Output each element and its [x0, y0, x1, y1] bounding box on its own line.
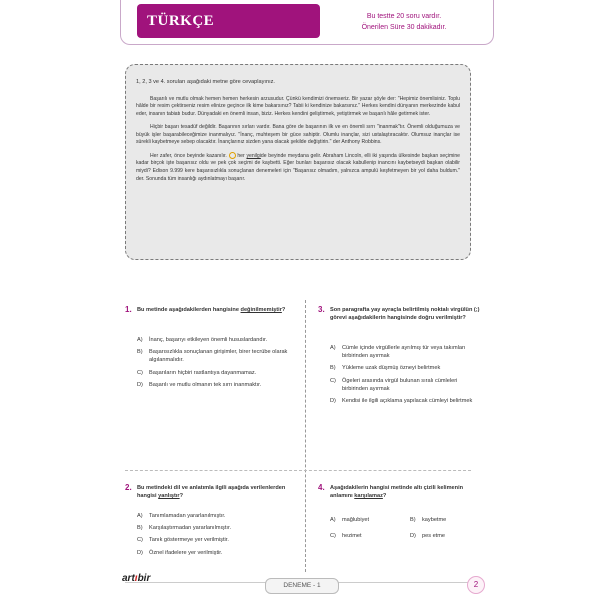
publisher-logo — [122, 573, 150, 584]
option-text: Öznel ifadelere yer verilmiştir. — [149, 549, 223, 556]
option-letter: B) — [330, 365, 336, 372]
question-1 — [125, 306, 300, 456]
option-text: Tanımlamadan yararlanılmıştır. — [149, 513, 226, 519]
question-number: 2. — [125, 483, 132, 492]
option-letter: B) — [410, 517, 416, 523]
info-duration: Önerilen Süre 30 dakikadır. — [361, 24, 447, 31]
option-text: Cümle içinde virgüllerle ayrılmış tür veya takımları birbirinden ayırmak — [342, 345, 466, 360]
option-text: Başarıların hiçbiri rastlantıya dayanmamaz. — [149, 369, 257, 376]
option-b[interactable] — [137, 348, 297, 364]
option-letter: B) — [137, 525, 143, 532]
logo-part: bir — [137, 573, 151, 584]
option-b[interactable] — [410, 516, 490, 524]
option-a[interactable] — [137, 336, 297, 344]
passage-paragraph-2: Hiçbir başarı tesadüf değildir. Başarının sırları vardır. Bana göre de başarının ilk ve en önemli sırrı "inanmak"tır. Önemli olduğumuza ve büyük işler başarabileceğimize inanmalıyız. "İnanç, muhteşem bir güce sahiptir. Olumlu inançlar, sizi ustalaştıracaktır. Olumsuz inançlar ise sürekli kaybetmeye sebep olacaktır. İnançlarınız sizden yana olacak şekilde değiştirin." der Anthony Robbins. — [136, 123, 460, 146]
exam-label: DENEME - 1 — [265, 578, 339, 594]
paragraph-3-start: Her zafer, önce beyinde kazanılır. — [150, 152, 227, 159]
option-text: Kendisi ile ilgili açıklama yapılacak cümleyi belirtmek — [342, 398, 473, 405]
option-text: pes etme — [422, 533, 446, 540]
stem-text: Aşağıdakilerin hangisi metinde altı çizili kelimenin anlamını — [330, 485, 464, 500]
options — [330, 344, 482, 409]
option-text: hezimet — [342, 533, 362, 540]
stem-emphasis: değinilmemiştir — [240, 307, 282, 313]
option-letter: D) — [137, 549, 143, 556]
exam-page — [105, 0, 491, 592]
option-d[interactable] — [137, 549, 297, 557]
logo-part: art — [122, 573, 135, 584]
question-3 — [318, 306, 493, 456]
info-question-count: Bu testte 20 soru vardır. — [366, 13, 442, 20]
logo-part: ı — [134, 573, 138, 584]
passage-paragraph-3 — [136, 152, 460, 184]
question-number: 1. — [125, 305, 132, 314]
option-text: Başarısızlıkla sonuçlanan girişimler, birer tecrübe olarak algılanmalıdır. — [149, 349, 288, 364]
question-stem — [330, 484, 480, 500]
option-d[interactable] — [330, 397, 482, 405]
option-c[interactable] — [137, 536, 297, 544]
option-text: kaybetme — [422, 517, 447, 523]
reading-passage — [125, 64, 471, 260]
question-number: 4. — [318, 483, 325, 492]
question-stem: Son paragrafta yay ayraçla belirtilmiş noktalı virgülün (;) görevi aşağıdakilerin hangisinde doğru verilmiştir? — [330, 307, 480, 322]
options — [137, 336, 297, 393]
option-a[interactable] — [330, 344, 482, 360]
option-d[interactable] — [137, 381, 297, 389]
underlined-word: yenilgi — [246, 152, 261, 159]
option-b[interactable] — [330, 364, 482, 372]
row-divider — [125, 470, 471, 471]
option-text: mağlubiyet — [342, 517, 370, 523]
header — [120, 0, 494, 45]
option-a[interactable] — [137, 512, 297, 520]
option-letter: B) — [137, 349, 143, 356]
option-text: İnanç, başarıyı etkileyen önemli hususlardandır. — [149, 337, 268, 343]
option-text: Tanık göstermeye yer verilmiştir. — [149, 537, 229, 544]
options — [137, 512, 297, 561]
stem-end: ? — [179, 493, 184, 500]
option-letter: D) — [330, 398, 336, 405]
stem-end: ? — [382, 493, 387, 500]
stem-emphasis: karşılamaz — [354, 493, 383, 500]
option-c[interactable] — [137, 369, 297, 377]
question-stem — [137, 306, 297, 314]
stem-text: Bu metinde aşağıdakilerden hangisine — [137, 307, 239, 313]
column-divider — [305, 300, 306, 572]
option-letter: C) — [137, 537, 143, 544]
stem-end: ? — [281, 307, 286, 313]
option-letter: D) — [410, 533, 416, 540]
option-letter: C) — [330, 377, 336, 384]
question-2 — [125, 484, 300, 574]
paragraph-3-her: her — [237, 152, 245, 159]
parenthesis-marker-icon — [229, 152, 236, 159]
page-number: 2 — [467, 576, 485, 594]
option-text: Karşılaştırmadan yararlanılmıştır. — [149, 525, 232, 532]
option-text: Yükleme uzak düşmüş özneyi belirtmek — [342, 365, 441, 372]
stem-text: Bu metindeki dil ve anlatımla ilgili aşağıda verilenlerden hangisi — [137, 485, 286, 500]
question-number: 3. — [318, 305, 325, 314]
option-letter: A) — [137, 513, 143, 519]
option-text: Ögeleri arasında virgül bulunan sıralı cümleleri birbirinden ayırmak — [342, 377, 458, 392]
option-b[interactable] — [137, 524, 297, 532]
option-a[interactable] — [330, 516, 410, 524]
option-letter: C) — [330, 533, 336, 540]
passage-paragraph-1: Başarılı ve mutlu olmak hemen hemen herkesin arzusudur. Çünkü kendimizi önemseriz. Bir yazar şöyle der: "Hepimiz önemlisiniz. Toplu hâlde bir resim çektirseniz resim elinize geçince ilk kime bakarsınız? Tabii ki kendinize bakarsınız." Herkes kendini dünyanın merkezinde kabul eder, insanın tabiatı budur. Dünyadaki en önemli insan, biziz. Herkes kendini geliştirmek, yetiştirmek ve başarılı hâle getirmek ister. — [136, 95, 460, 118]
option-letter: C) — [137, 369, 143, 376]
options — [330, 516, 490, 540]
question-4 — [318, 484, 493, 564]
option-letter: D) — [137, 381, 143, 388]
passage-instructions: 1, 2, 3 ve 4. soruları aşağıdaki metne göre cevaplayınız. — [136, 79, 275, 85]
option-letter: A) — [330, 345, 336, 351]
option-c[interactable] — [330, 532, 410, 540]
stem-emphasis: yanlıştır — [158, 493, 180, 500]
option-text: Başarılı ve mutlu olmanın tek sırrı inanmaktır. — [149, 381, 262, 388]
option-d[interactable] — [410, 532, 490, 540]
test-info — [329, 11, 479, 33]
option-letter: A) — [330, 517, 336, 523]
option-letter: A) — [137, 337, 143, 343]
question-stem — [137, 484, 297, 500]
paragraph-3-rest: de beyinde meydana gelir. Abraham Lincoln, elli iki yaşında ülkesinde başkan seçimine kadar birçok işte başarısız oldu ve pek çok seçimi de kaybetti. Eğer bunları başarısız olacak kabullenip inancını kaybetseydi başkan olabilir miydi? Edison 9.999 kere başarısızlıkla sonuçlanan denemeleri için "Başarısız olmadım, yalnızca ampulü keşfetmeyen bir yol daha buldum." der. Sonunda tüm insanlığı aydınlatmayı başarır. — [136, 152, 460, 182]
subject-title: TÜRKÇE — [137, 4, 320, 38]
option-c[interactable] — [330, 377, 482, 393]
